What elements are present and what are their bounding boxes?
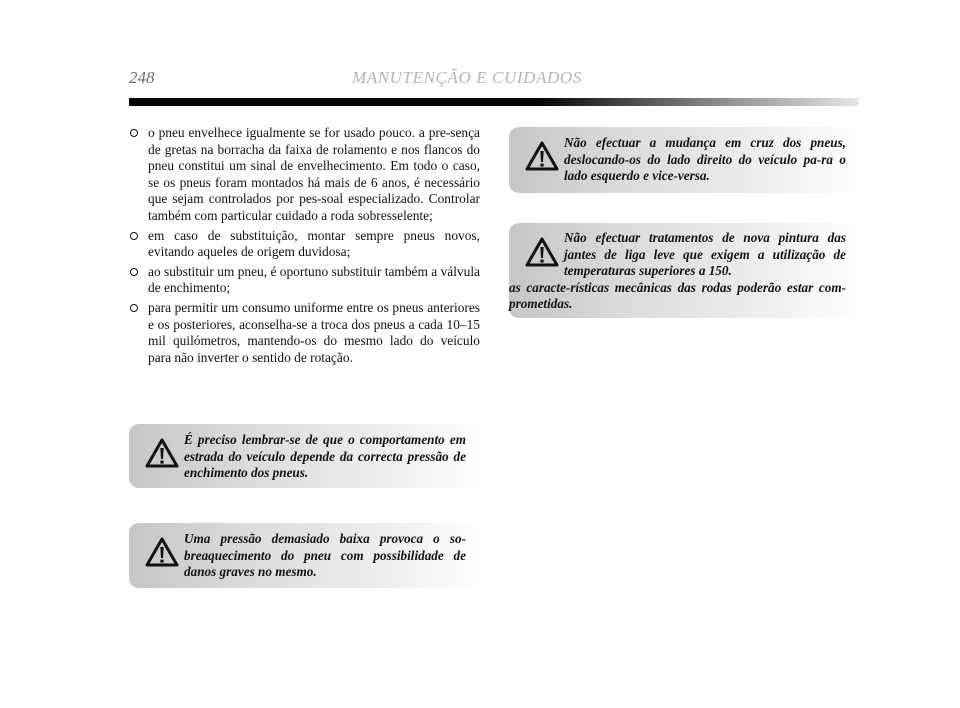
list-item (129, 125, 480, 225)
circle-bullet-icon (130, 232, 138, 240)
circle-bullet-icon (130, 304, 138, 312)
warning-box-low-pressure (129, 523, 480, 588)
warning-box-tyre-pressure (129, 424, 480, 488)
warning-text-lead: Não efectuar tratamentos de nova pintura das jantes de liga leve que exigem a utilização de temperaturas superiores a 150. (564, 230, 846, 279)
list-item-text: para permitir um consumo uniforme entre os pneus anteriores e os posteriores, aconselha-se a troca dos pneus a cada 10–15 mil quilómetros, mantendo-os do mesmo lado do veículo para não inverter o sentido de rotação. (148, 299, 480, 365)
circle-bullet-icon (130, 268, 138, 276)
list-item (129, 264, 480, 297)
bullet-list (129, 125, 480, 369)
warning-text-rest: as caracte-rísticas mecânicas das rodas poderão estar com-prometidas. (509, 279, 846, 312)
warning-text: Não efectuar a mudança em cruz dos pneus, deslocando-os do lado direito do veículo pa-ra o lado esquerdo e vice-versa. (564, 135, 846, 184)
page-number: 248 (129, 68, 155, 87)
warning-text: Uma pressão demasiado baixa provoca o so-breaquecimento do pneu com possibilidade de danos graves no mesmo. (184, 531, 466, 580)
circle-bullet-icon (130, 129, 138, 137)
warning-triangle-icon (145, 438, 179, 468)
warning-triangle-icon (145, 537, 179, 567)
list-item-text: o pneu envelhece igualmente se for usado pouco. a pre-sença de gretas na borracha da faixa de rolamento e nos flancos do pneu constitui um sinal de envelhecimento. Em todo o caso, se os pneus foram montados há mais de 6 anos, é necessário que sejam controlados por pes-soal especializado. Controlar também com particular cuidado a roda sobresselente; (148, 125, 480, 223)
warning-triangle-icon (525, 141, 559, 171)
warning-box-alloy-painting (509, 223, 859, 318)
list-item (129, 228, 480, 261)
list-item (129, 300, 480, 366)
warning-text (509, 230, 846, 313)
list-item-text: em caso de substituição, montar sempre pneus novos, evitando aqueles de origem duvidosa; (148, 227, 480, 260)
list-item-text: ao substituir um pneu, é oportuno substituir também a válvula de enchimento; (148, 263, 480, 296)
running-title: MANUTENÇÃO E CUIDADOS (352, 68, 582, 87)
warning-box-cross-rotation (509, 127, 859, 193)
warning-text: É preciso lembrar-se de que o comportamento em estrada do veículo depende da correcta pressão de enchimento dos pneus. (184, 432, 466, 481)
header-rule (129, 98, 859, 106)
